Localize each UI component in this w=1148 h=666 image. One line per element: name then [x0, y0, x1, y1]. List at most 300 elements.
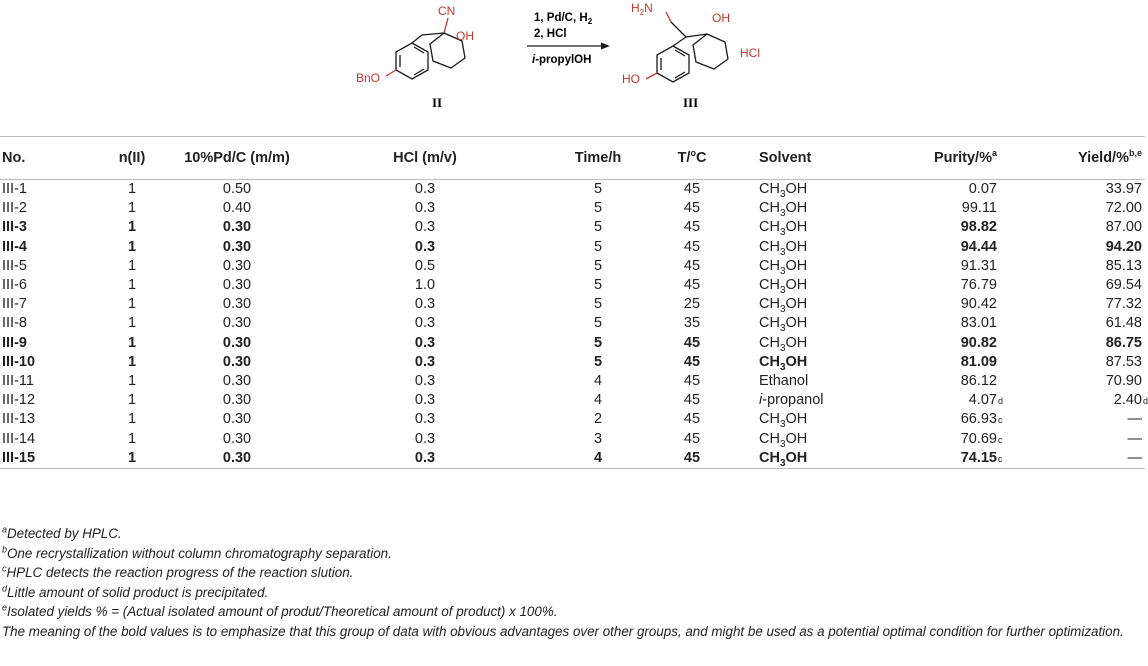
cell-pdc: [162, 353, 312, 372]
cell-n: [102, 257, 162, 276]
cell-purity-text: 0.07: [968, 181, 997, 197]
purity-footnote-mark: d: [998, 396, 1004, 407]
footnote-mark: d: [2, 583, 8, 594]
cell-purity: [867, 334, 1007, 353]
footnote-text: Isolated yields % = (Actual isolated amount of produt/Theoretical amount of product) x 100%.: [7, 604, 558, 619]
cell-solvent: [726, 410, 867, 429]
cell-t: [658, 180, 726, 200]
cell-t: [658, 238, 726, 257]
cell-no-text: III-14: [2, 430, 36, 447]
header-hcl: HCl (m/v): [393, 150, 457, 166]
cell-t-text: 25: [683, 296, 701, 313]
cell-time: [538, 334, 658, 353]
cell-hcl: [312, 372, 538, 391]
cell-t-text: 45: [683, 219, 701, 236]
cell-no-text: III-13: [2, 411, 36, 428]
cell-pdc: [162, 276, 312, 295]
cell-pdc-text: 0.30: [222, 277, 252, 294]
cell-hcl: [312, 430, 538, 449]
cell-yield-text: 33.97: [1105, 181, 1142, 197]
cell-time-text: 5: [593, 315, 603, 332]
cell-hcl: [312, 218, 538, 237]
cell-yield-text: 86.75: [1105, 334, 1142, 351]
cell-hcl-text: 0.3: [414, 411, 436, 428]
cell-t-text: 45: [683, 411, 701, 428]
reaction-scheme: [0, 0, 1145, 130]
cell-solvent-text: $CH_3OH$: [759, 315, 808, 335]
cell-solvent: [726, 295, 867, 314]
cell-no-text: III-10: [2, 353, 36, 370]
cell-purity-text: 4.07: [968, 392, 997, 409]
table-row: [0, 353, 1145, 372]
table-row: [0, 295, 1145, 314]
cell-n: [102, 238, 162, 257]
table-row: [0, 391, 1145, 410]
cell-purity-text: 81.09: [960, 353, 997, 370]
header-yield-label: Yield/%: [1077, 150, 1129, 166]
cell-solvent: [726, 199, 867, 218]
cell-yield: [1007, 218, 1145, 237]
cell-yield: [1007, 257, 1145, 276]
header-purity: [867, 137, 1007, 180]
cell-n: [102, 449, 162, 469]
cell-purity: [867, 372, 1007, 391]
purity-footnote-mark: c: [998, 415, 1003, 426]
cell-time-text: 5: [593, 334, 603, 351]
cell-hcl: [312, 276, 538, 295]
cell-time-text: 5: [593, 219, 603, 236]
cell-yield: [1007, 180, 1145, 200]
cell-n-text: 1: [127, 449, 137, 466]
cell-no-text: III-11: [2, 373, 34, 390]
cell-solvent-text: $CH_3OH$: [759, 181, 808, 200]
cell-n: [102, 334, 162, 353]
cell-t: [658, 353, 726, 372]
cell-yield: [1007, 295, 1145, 314]
cell-hcl-text: 0.3: [414, 449, 436, 466]
header-pdc: 10%Pd/C (m/m): [184, 150, 290, 166]
cell-n-text: 1: [127, 392, 137, 409]
cell-solvent-text: i-propanol: [759, 392, 824, 409]
cell-yield-text: 87.00: [1105, 219, 1142, 236]
cell-solvent-text: $CH_3OH$: [759, 353, 808, 373]
cell-no: [0, 410, 102, 429]
cell-pdc: [162, 295, 312, 314]
cell-hcl: [312, 314, 538, 333]
cell-yield-text: —: [1127, 430, 1142, 447]
cell-no-text: III-4: [2, 238, 27, 255]
cell-no-text: III-9: [2, 334, 27, 351]
cell-purity: [867, 218, 1007, 237]
header-time: Time/h: [574, 150, 622, 166]
header-purity-sup: a: [991, 148, 997, 159]
cell-solvent: [726, 276, 867, 295]
cell-time-text: 4: [593, 449, 603, 466]
cell-time-text: 2: [593, 411, 603, 428]
cell-t: [658, 410, 726, 429]
cell-time-text: 5: [593, 296, 603, 313]
cell-no: [0, 314, 102, 333]
compound-ii-structure: [386, 18, 465, 79]
cell-solvent: [726, 372, 867, 391]
cell-time: [538, 391, 658, 410]
cell-solvent-text: $CH_3OH$: [759, 334, 808, 354]
cell-t: [658, 449, 726, 469]
table-row: [0, 238, 1145, 257]
footnote: [2, 563, 1142, 583]
cell-hcl-text: 0.3: [414, 238, 436, 255]
footnote-text: HPLC detects the reaction progress of the reaction slution.: [6, 565, 354, 580]
cell-purity-text: 83.01: [960, 315, 997, 332]
cell-time-text: 5: [593, 257, 603, 274]
cell-no: [0, 295, 102, 314]
cell-time-text: 5: [593, 181, 603, 197]
cell-yield: [1007, 238, 1145, 257]
cell-t: [658, 391, 726, 410]
cell-n-text: 1: [127, 315, 137, 332]
cell-n-text: 1: [127, 200, 137, 217]
cell-solvent-text: $CH_3OH$: [759, 238, 808, 258]
purity-footnote-mark: c: [998, 453, 1003, 464]
cell-hcl-text: 0.3: [414, 181, 436, 197]
cell-hcl-text: 0.3: [414, 200, 436, 217]
header-no: No.: [2, 150, 26, 166]
cell-no: [0, 449, 102, 469]
cell-pdc: [162, 391, 312, 410]
cell-yield: [1007, 276, 1145, 295]
cell-t-text: 45: [683, 353, 701, 370]
cell-hcl-text: 0.3: [414, 315, 436, 332]
cell-solvent-text: $CH_3OH$: [759, 296, 808, 316]
cell-pdc: [162, 180, 312, 200]
cell-t: [658, 276, 726, 295]
compound-ii-label: II: [432, 95, 443, 110]
cell-time-text: 3: [593, 430, 603, 447]
cell-time: [538, 180, 658, 200]
cell-time: [538, 238, 658, 257]
cell-n-text: 1: [127, 219, 137, 236]
table-row: [0, 257, 1145, 276]
hcl-salt-label: HCl: [740, 46, 760, 60]
cell-no: [0, 430, 102, 449]
cell-yield-text: 94.20: [1105, 238, 1142, 255]
cell-n-text: 1: [127, 334, 137, 351]
purity-footnote-mark: c: [998, 434, 1003, 445]
cell-hcl-text: 1.0: [414, 277, 436, 294]
cell-t-text: 45: [683, 257, 701, 274]
cell-no: [0, 199, 102, 218]
cell-no: [0, 372, 102, 391]
cell-pdc-text: 0.30: [222, 238, 252, 255]
cell-t-text: 45: [683, 238, 701, 255]
header-yield-sup: b,e: [1128, 148, 1142, 159]
cell-t-text: 45: [683, 200, 701, 217]
cell-no-text: III-2: [2, 200, 27, 217]
cell-solvent: [726, 449, 867, 469]
cell-pdc-text: 0.30: [222, 373, 252, 390]
cell-yield-text: —: [1127, 411, 1142, 428]
cell-yield: [1007, 372, 1145, 391]
cell-t-text: 45: [683, 392, 701, 409]
footnote-text: Little amount of solid product is precipitated.: [7, 584, 269, 600]
header-purity-label: Purity/%: [933, 150, 992, 166]
cell-time: [538, 430, 658, 449]
cell-no: [0, 238, 102, 257]
cell-purity: [867, 430, 1007, 449]
cell-n-text: 1: [127, 373, 137, 390]
cell-n: [102, 410, 162, 429]
cell-time: [538, 449, 658, 469]
cell-hcl: [312, 353, 538, 372]
cell-time: [538, 257, 658, 276]
cell-purity: [867, 199, 1007, 218]
table-header-row: [0, 137, 1145, 180]
cell-no-text: III-12: [2, 392, 36, 409]
reagent-solvent: i-propylOH: [532, 54, 592, 66]
cell-purity: [867, 391, 1007, 410]
cell-t: [658, 257, 726, 276]
cell-time: [538, 353, 658, 372]
cell-yield: [1007, 334, 1145, 353]
cell-pdc: [162, 257, 312, 276]
cell-no: [0, 257, 102, 276]
cell-pdc-text: 0.30: [222, 334, 252, 351]
header-temperature: T/$^o$C: [677, 148, 707, 166]
cell-hcl-text: 0.3: [414, 430, 436, 447]
cell-pdc: [162, 334, 312, 353]
cell-solvent: [726, 430, 867, 449]
cell-time: [538, 295, 658, 314]
cell-n-text: 1: [127, 430, 137, 447]
cell-pdc-text: 0.30: [222, 296, 252, 313]
cell-yield: [1007, 199, 1145, 218]
table-row: [0, 314, 1145, 333]
cell-purity-text: 66.93: [960, 411, 997, 428]
cell-yield-text: 72.00: [1105, 200, 1142, 217]
cell-n-text: 1: [127, 257, 137, 274]
bno-group-label: BnO: [356, 71, 381, 85]
cell-no-text: III-6: [2, 277, 27, 294]
cell-pdc: [162, 372, 312, 391]
cell-n-text: 1: [127, 353, 137, 370]
cell-solvent-text: $CH_3OH$: [759, 277, 808, 296]
cell-no-text: III-7: [2, 296, 27, 313]
table-row: [0, 372, 1145, 391]
cell-time: [538, 218, 658, 237]
cell-hcl: [312, 257, 538, 276]
yield-footnote-mark: d: [1143, 396, 1148, 407]
cell-pdc-text: 0.30: [222, 411, 252, 428]
cell-t: [658, 430, 726, 449]
cell-time-text: 5: [593, 200, 603, 217]
cell-n-text: 1: [127, 411, 137, 428]
cell-solvent-text: $CH_3OH$: [759, 219, 808, 239]
cell-solvent-text: $CH_3OH$: [759, 200, 808, 220]
cell-purity-text: 70.69: [960, 430, 997, 447]
cell-t: [658, 199, 726, 218]
cell-t-text: 45: [683, 181, 701, 197]
cell-pdc-text: 0.30: [222, 315, 252, 332]
cell-t: [658, 372, 726, 391]
footnote-mark: b: [2, 544, 8, 555]
cell-hcl-text: 0.3: [414, 353, 436, 370]
cell-yield-text: 77.32: [1105, 296, 1142, 313]
cell-purity: [867, 314, 1007, 333]
table-row: [0, 218, 1145, 237]
cell-time: [538, 199, 658, 218]
cell-n-text: 1: [127, 296, 137, 313]
reagent-step-2: 2, HCl: [534, 28, 567, 40]
cell-hcl-text: 0.3: [414, 219, 436, 236]
footnote-text: One recrystallization without column chromatography separation.: [7, 545, 392, 561]
cell-yield-text: 2.40: [1113, 392, 1142, 409]
cell-n-text: 1: [127, 181, 137, 197]
cell-purity-text: 76.79: [960, 277, 997, 294]
cell-t-text: 45: [683, 334, 701, 351]
table-row: [0, 199, 1145, 218]
cell-pdc: [162, 314, 312, 333]
cell-hcl-text: 0.3: [414, 373, 436, 390]
cell-solvent-text: $CH_3OH$: [759, 449, 808, 469]
cell-no-text: III-8: [2, 315, 27, 332]
cell-no: [0, 276, 102, 295]
cell-solvent-text: $CH_3OH$: [759, 430, 808, 450]
cell-hcl: [312, 449, 538, 469]
results-table: [0, 136, 1148, 469]
cell-pdc: [162, 449, 312, 469]
cell-hcl: [312, 391, 538, 410]
cell-solvent-text: $CH_3OH$: [759, 257, 808, 277]
cell-purity-text: 98.82: [960, 219, 997, 236]
reagent-step-1: 1, Pd/C, $H_2$: [534, 12, 593, 26]
table-footnotes: [2, 524, 1142, 641]
cell-time-text: 5: [593, 238, 603, 255]
oh-group-label-iii: OH: [712, 11, 730, 25]
cell-n: [102, 353, 162, 372]
table-body: [0, 180, 1148, 469]
cell-pdc-text: 0.50: [222, 181, 252, 197]
cell-hcl: [312, 295, 538, 314]
cell-n: [102, 276, 162, 295]
cell-time-text: 5: [593, 277, 603, 294]
cell-hcl: [312, 238, 538, 257]
cell-n: [102, 314, 162, 333]
cell-yield-text: 69.54: [1105, 277, 1142, 294]
cell-yield: [1007, 410, 1145, 429]
cell-no: [0, 218, 102, 237]
cell-n: [102, 391, 162, 410]
cell-purity-text: 99.11: [961, 200, 997, 217]
cell-t-text: 45: [683, 373, 701, 390]
cell-yield: [1007, 430, 1145, 449]
cell-solvent-text: $CH_3OH$: [759, 411, 808, 431]
cell-no-text: III-5: [2, 257, 27, 274]
cell-solvent-text: Ethanol: [759, 373, 809, 390]
cell-solvent: [726, 257, 867, 276]
cell-no: [0, 180, 102, 200]
cell-purity-text: 90.42: [960, 296, 997, 313]
cell-t: [658, 334, 726, 353]
cell-pdc: [162, 199, 312, 218]
cell-yield: [1007, 353, 1145, 372]
cell-purity: [867, 449, 1007, 469]
header-n: n(II): [118, 150, 146, 166]
cell-no: [0, 391, 102, 410]
footnote: [2, 602, 1142, 622]
cell-purity-text: 74.15: [960, 449, 997, 466]
cell-solvent: [726, 391, 867, 410]
cell-no-text: III-15: [2, 449, 36, 466]
cell-no-text: III-3: [2, 219, 27, 236]
cell-yield-text: 70.90: [1105, 373, 1142, 390]
cell-no-text: III-1: [2, 181, 27, 197]
cell-pdc-text: 0.30: [222, 219, 252, 236]
cell-purity-text: 94.44: [960, 238, 997, 255]
cell-purity: [867, 276, 1007, 295]
cell-purity-text: 86.12: [960, 373, 997, 390]
cell-n: [102, 295, 162, 314]
cell-purity: [867, 238, 1007, 257]
cell-yield-text: 61.48: [1105, 315, 1142, 332]
footnote: [2, 583, 1142, 603]
cell-yield: [1007, 391, 1148, 410]
cell-hcl: [312, 410, 538, 429]
cell-pdc-text: 0.30: [222, 257, 252, 274]
oh-group-label: OH: [456, 29, 474, 43]
cell-time: [538, 410, 658, 429]
cell-hcl: [312, 334, 538, 353]
footnote-mark: a: [2, 524, 8, 535]
cell-hcl: [312, 180, 538, 200]
cell-t-text: 45: [683, 430, 701, 447]
cell-hcl-text: 0.3: [414, 392, 436, 409]
compound-iii-label: III: [683, 95, 699, 110]
footnote-text: Detected by HPLC.: [7, 526, 122, 541]
table-row: [0, 410, 1145, 429]
cell-purity: [867, 295, 1007, 314]
arrow-head: [601, 43, 610, 50]
cell-purity-text: 91.31: [960, 257, 997, 274]
cell-n: [102, 180, 162, 200]
cell-n-text: 1: [127, 238, 137, 255]
cell-purity: [867, 257, 1007, 276]
cell-yield: [1007, 314, 1145, 333]
footnote-mark: c: [2, 563, 7, 574]
cell-time-text: 4: [593, 373, 603, 390]
cell-pdc-text: 0.40: [222, 200, 252, 217]
cn-group-label: CN: [438, 4, 456, 18]
cell-t: [658, 218, 726, 237]
cell-n: [102, 430, 162, 449]
cell-n: [102, 218, 162, 237]
cell-purity: [867, 410, 1007, 429]
cell-hcl-text: 0.3: [414, 296, 436, 313]
cell-no: [0, 334, 102, 353]
ho-group-label: HO: [622, 72, 640, 86]
cell-solvent: [726, 334, 867, 353]
cell-solvent: [726, 180, 867, 200]
cell-yield-text: —: [1127, 449, 1142, 466]
cell-pdc-text: 0.30: [222, 392, 252, 409]
cell-n: [102, 372, 162, 391]
cell-time: [538, 372, 658, 391]
cell-pdc-text: 0.30: [222, 353, 252, 370]
cell-no: [0, 353, 102, 372]
cell-n-text: 1: [127, 277, 137, 294]
cell-t-text: 45: [683, 449, 701, 466]
footnote-mark: e: [2, 602, 8, 613]
cell-solvent: [726, 218, 867, 237]
